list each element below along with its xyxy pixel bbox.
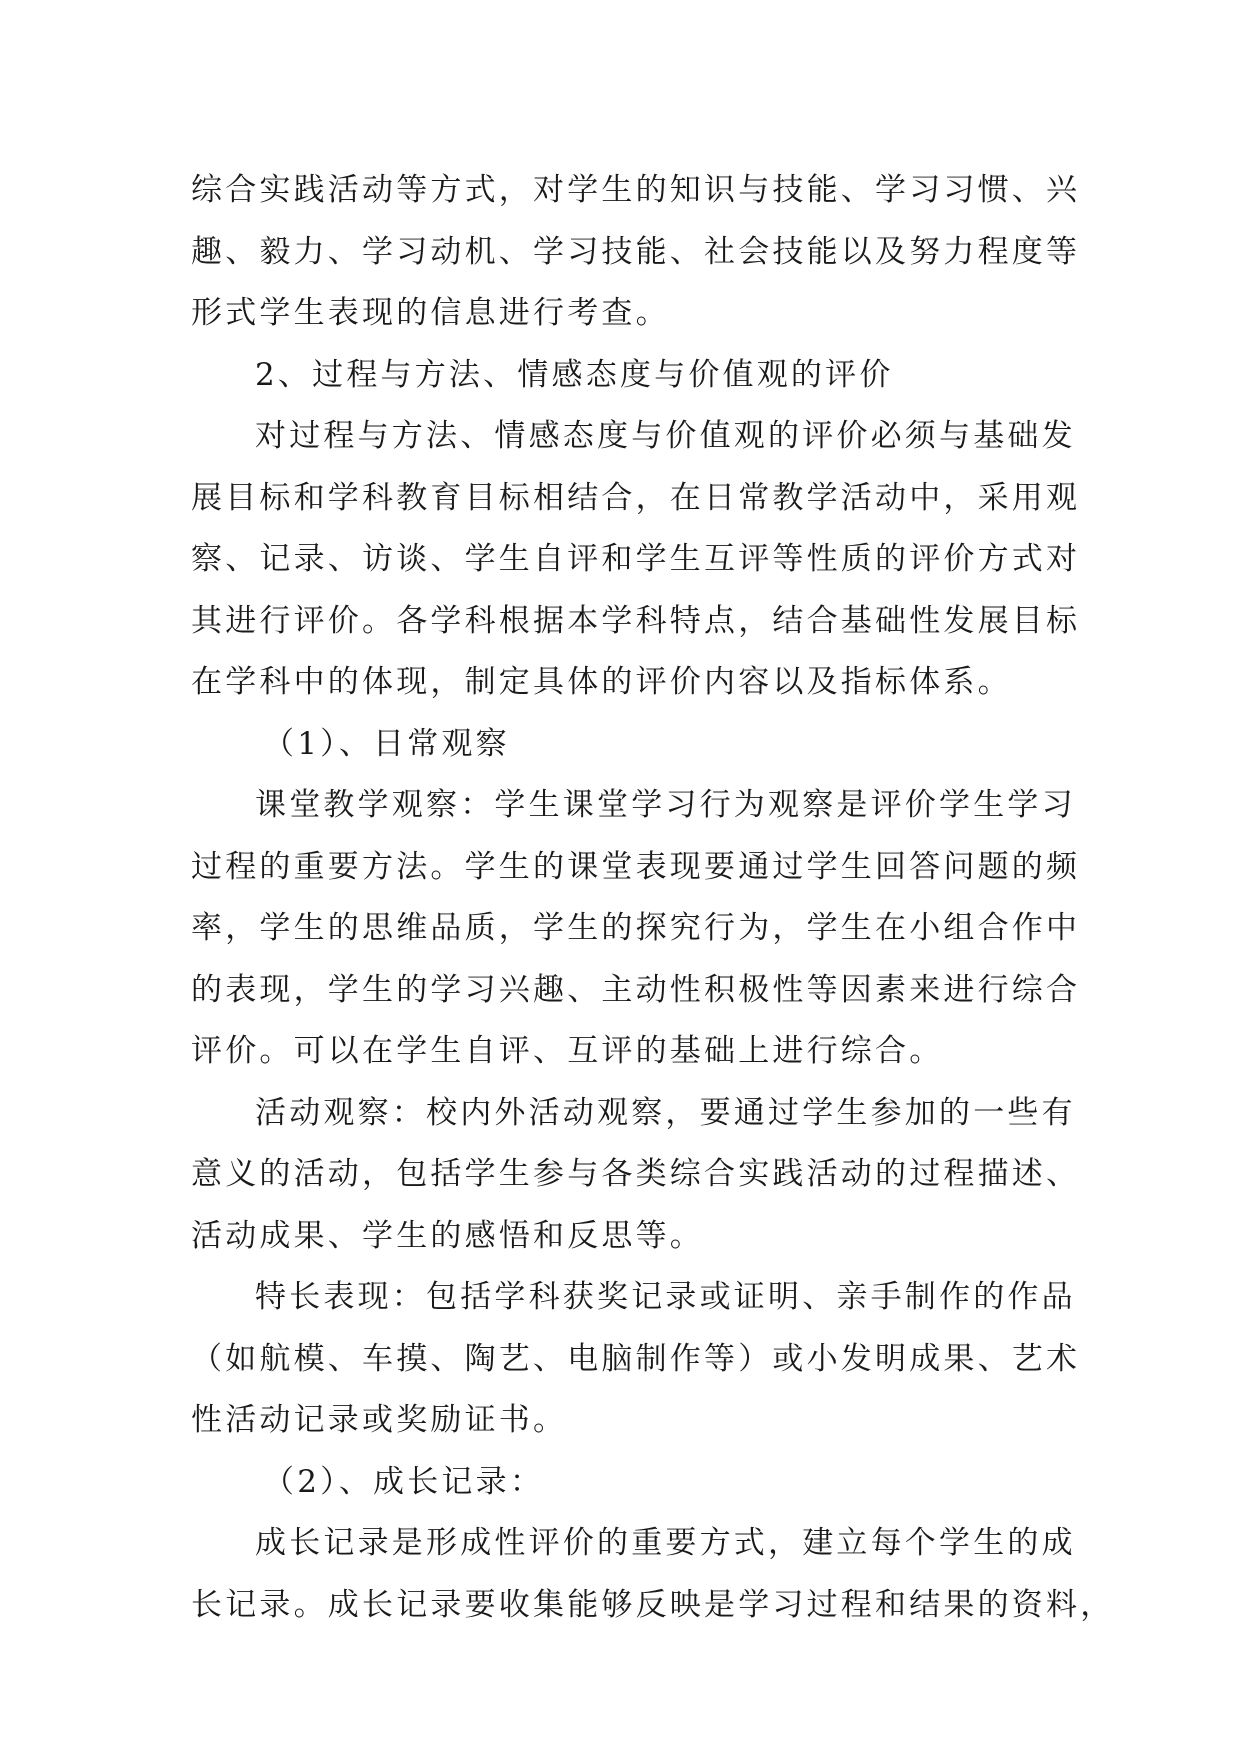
paragraph-line: 成长记录是形成性评价的重要方式，建立每个学生的成 (255, 1525, 1076, 1561)
paragraph-line: 率，学生的思维品质，学生的探究行为，学生在小组合作中 (191, 910, 1081, 946)
paragraph-line: 察、记录、访谈、学生自评和学生互评等性质的评价方式对 (191, 541, 1081, 577)
paragraph-line: （如航模、车摸、陶艺、电脑制作等）或小发明成果、艺术 (191, 1340, 1081, 1377)
paragraph-line: 特长表现：包括学科获奖记录或证明、亲手制作的作品 (255, 1279, 1076, 1315)
paragraph-line: 长记录。成长记录要收集能够反映是学习过程和结果的资料， (191, 1586, 1115, 1623)
paragraph-line: 对过程与方法、情感态度与价值观的评价必须与基础发 (255, 418, 1076, 454)
section-heading: 2、过程与方法、情感态度与价值观的评价 (255, 356, 894, 393)
paragraph-line: 课堂教学观察：学生课堂学习行为观察是评价学生学习 (255, 787, 1076, 823)
paragraph-line: 形式学生表现的信息进行考查。 (191, 295, 670, 331)
paragraph-line: 展目标和学科教育目标相结合，在日常教学活动中，采用观 (191, 479, 1081, 516)
paragraph-line: 的表现，学生的学习兴趣、主动性积极性等因素来进行综合 (191, 971, 1081, 1008)
paragraph-line: 过程的重要方法。学生的课堂表现要通过学生回答问题的频 (191, 848, 1081, 885)
paragraph-line: 活动成果、学生的感悟和反思等。 (191, 1217, 704, 1254)
paragraph-line: 其进行评价。各学科根据本学科特点，结合基础性发展目标 (191, 602, 1081, 639)
paragraph-line: 意义的活动，包括学生参与各类综合实践活动的过程描述、 (191, 1156, 1081, 1192)
paragraph-line: 性活动记录或奖励证书。 (191, 1402, 568, 1438)
paragraph-line: 活动观察：校内外活动观察，要通过学生参加的一些有 (255, 1094, 1076, 1131)
paragraph-line: 在学科中的体现，制定具体的评价内容以及指标体系。 (191, 664, 1012, 700)
subsection-heading: （2）、成长记录： (263, 1463, 545, 1500)
document-body (191, 160, 1115, 1636)
paragraph-line: 综合实践活动等方式，对学生的知识与技能、学习习惯、兴 (191, 172, 1081, 208)
subsection-heading: （1）、日常观察 (263, 725, 510, 762)
paragraph-line: 评价。可以在学生自评、互评的基础上进行综合。 (191, 1033, 944, 1069)
paragraph-line: 趣、毅力、学习动机、学习技能、社会技能以及努力程度等 (191, 233, 1081, 270)
